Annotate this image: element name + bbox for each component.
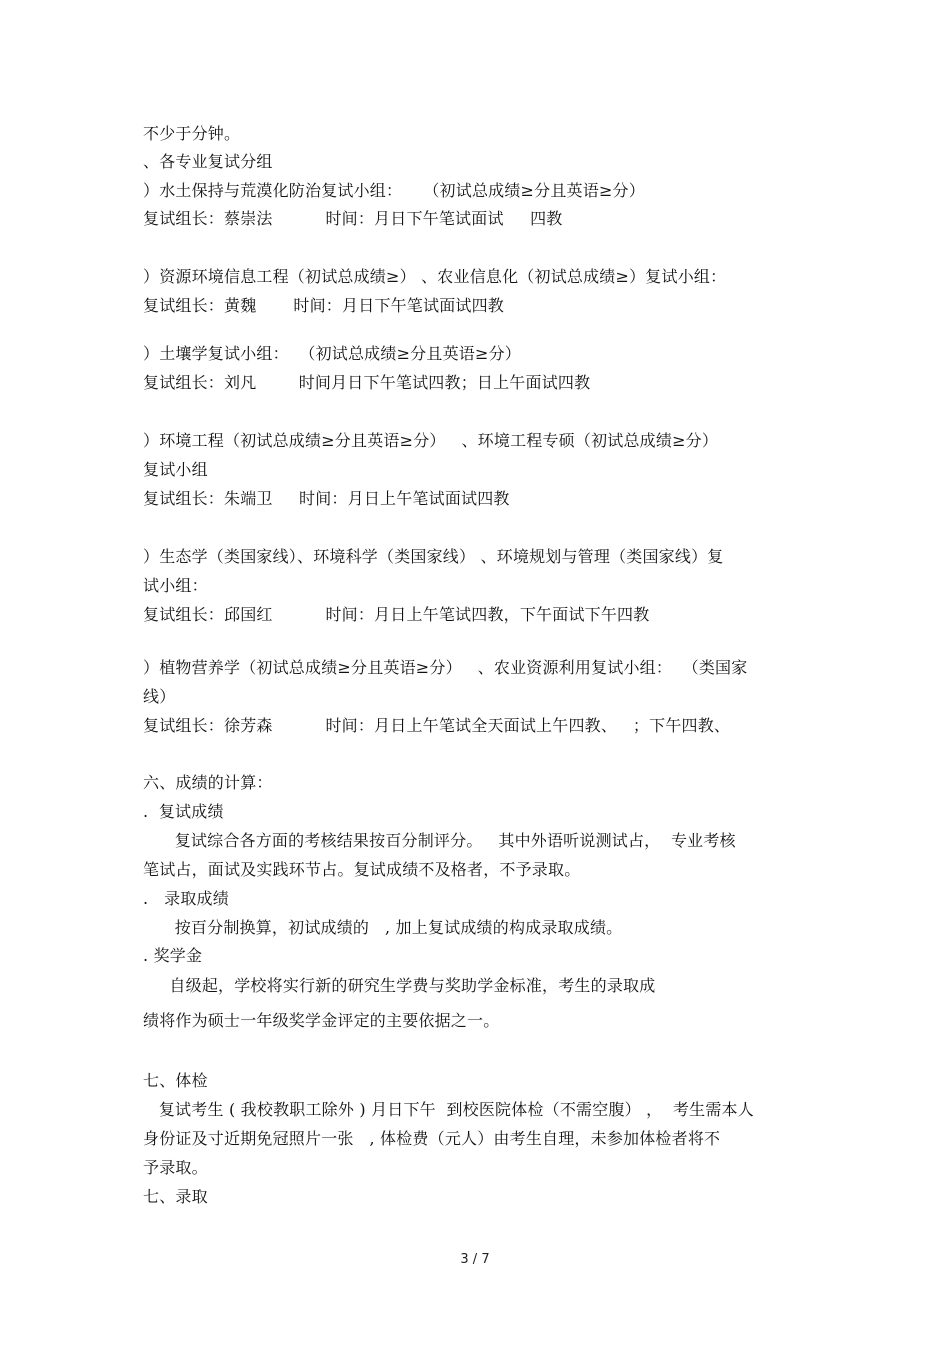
paragraph-line: 复试综合各方面的考核结果按百分制评分。 其中外语听说测试占， 专业考核 bbox=[143, 831, 736, 850]
group-title: ）土壤学复试小组： （初试总成绩≥分且英语≥分） bbox=[143, 344, 521, 363]
paragraph-line: 复试考生 ( 我校教职工除外 ) 月日下午 到校医院体检（不需空腹） ， 考生需本人 bbox=[143, 1100, 754, 1119]
group-title: ）环境工程（初试总成绩≥分且英语≥分） 、环境工程专硕（初试总成绩≥分） bbox=[143, 431, 719, 450]
section-heading: 七、录取 bbox=[143, 1187, 208, 1206]
group-leader-line: 复试组长：蔡崇法 时间：月日下午笔试面试 四教 bbox=[143, 209, 563, 228]
group-title: ）生态学（类国家线）、环境科学（类国家线） 、环境规划与管理（类国家线）复 bbox=[143, 547, 724, 566]
group-title-cont: 试小组： bbox=[143, 576, 208, 595]
section-heading: 六、成绩的计算： bbox=[143, 773, 273, 792]
text-line: 不少于分钟。 bbox=[143, 124, 241, 143]
group-title: ）水土保持与荒漠化防治复试小组： （初试总成绩≥分且英语≥分） bbox=[143, 181, 645, 200]
paragraph-line: 身份证及寸近期免冠照片一张 , 体检费（元人）由考生自理，未参加体检者将不 bbox=[143, 1129, 721, 1148]
subsection-heading: . 录取成绩 bbox=[143, 889, 229, 908]
group-leader-line: 复试组长：徐芳森 时间：月日上午笔试全天面试上午四教、 ；下午四教、 bbox=[143, 716, 731, 735]
group-leader-line: 复试组长：邱国红 时间：月日上午笔试四教，下午面试下午四教 bbox=[143, 605, 650, 624]
section-heading: 、各专业复试分组 bbox=[143, 152, 273, 171]
group-title: ）植物营养学（初试总成绩≥分且英语≥分） 、农业资源利用复试小组： （类国家 bbox=[143, 658, 748, 677]
paragraph-line: 按百分制换算，初试成绩的 , 加上复试成绩的构成录取成绩。 bbox=[143, 918, 623, 937]
group-title: ）资源环境信息工程（初试总成绩≥） 、农业信息化（初试总成绩≥）复试小组： bbox=[143, 267, 727, 286]
paragraph-line: 自级起，学校将实行新的研究生学费与奖助学金标准，考生的录取成 bbox=[143, 976, 656, 995]
group-leader-line: 复试组长：朱端卫 时间：月日上午笔试面试四教 bbox=[143, 489, 510, 508]
paragraph-line: 绩将作为硕士一年级奖学金评定的主要依据之一。 bbox=[143, 1011, 500, 1030]
subsection-heading: . 奖学金 bbox=[143, 946, 203, 965]
paragraph-line: 予录取。 bbox=[143, 1158, 208, 1177]
group-title-cont: 复试小组 bbox=[143, 460, 208, 479]
section-heading: 七、体检 bbox=[143, 1071, 208, 1090]
group-leader-line: 复试组长：黄魏 时间：月日下午笔试面试四教 bbox=[143, 296, 505, 315]
group-title-cont: 线） bbox=[143, 687, 176, 706]
subsection-heading: . 复试成绩 bbox=[143, 802, 224, 821]
paragraph-line: 笔试占，面试及实践环节占。复试成绩不及格者，不予录取。 bbox=[143, 860, 581, 879]
group-leader-line: 复试组长：刘凡 时间月日下午笔试四教；日上午面试四教 bbox=[143, 373, 591, 392]
page-number: 3 / 7 bbox=[460, 1252, 490, 1267]
